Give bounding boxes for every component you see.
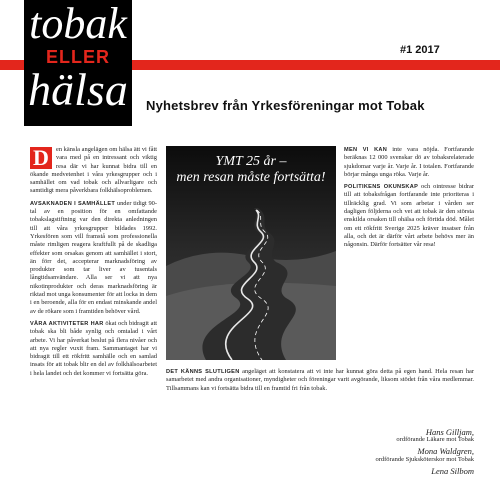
dropcap: D: [30, 147, 52, 169]
signature-role: ordförande Läkare mot Tobak: [396, 436, 474, 444]
signature-name: Lena Silbom: [431, 465, 474, 476]
signature-name: Hans Gilljam,: [425, 427, 474, 437]
paragraph-2: [30, 200, 157, 316]
signatures: [300, 428, 474, 478]
logo-top-word: tobak: [29, 0, 127, 48]
right-column: [344, 146, 474, 358]
logo-middle-word: ELLER: [45, 47, 110, 67]
paragraph-lead: MEN VI KAN: [344, 147, 388, 153]
paragraph-text: inte vara nöjda. Fortfarande beräknas 12 000 svenskar dö av tobaksrelaterade sjukdomar varje år. Varje år. I totalen. Fortfarande börjar många unga röka. Varje år.: [344, 146, 474, 178]
intro-text: en känsla angelägen om hälsa ätt vi fått vara med på en intressant och viktig resa där vi har kunnat bidra till en ökande medvetenhet i våra yrkesgrupper och i samhället om vad tobak och allvarligare och samtidigt mera påverkbara folkhälsoproblemen.: [30, 146, 157, 195]
signature-role: ordförande Sjuksköterskor mot Tobak: [375, 455, 474, 463]
photo-caption: [166, 154, 336, 186]
left-column: [30, 146, 157, 500]
right-paragraph-1: [344, 146, 474, 179]
paragraph-text: och ointresse bidrar till att tobaksfrågan fortfarande inte prioriteras i tillräcklig grad. Vi som arbetar i vården ser dagligen följderna och vet att tobak är den största enskilda orsaken till ohälsa och förtida död. Målet om ett rökfritt Sverige 2025 kräver insatser från alla, och det är därför vårt arbete behövs mer än någonsin. Därför fortsätter vår resa!: [344, 183, 474, 249]
newsletter-subtitle: Nyhetsbrev från Yrkesföreningar mot Tobak: [146, 98, 425, 113]
caption-line-1: YMT 25 år –: [215, 154, 287, 169]
paragraph-text: ökat och bidragit att tobak ska bli både synlig och omtalad i vårt arbete. Vi har påverkat beslut på flera nivåer och att nya regler vuxit fram. Sammantaget har vi bidragit till ett rökfritt samhälle och en samlad insats för att tobak blir en del av folkhälsoarbetet i hela landet och det kommer vi fortsätta göra.: [30, 319, 157, 377]
bottom-column: [166, 368, 474, 424]
masthead: [0, 0, 500, 140]
intro-paragraph: [30, 146, 157, 196]
caption-line-2: men resan måste fortsätta!: [176, 170, 326, 185]
logo-bottom-word: hälsa: [28, 64, 128, 115]
signature: [300, 428, 474, 444]
issue-number: #1 2017: [400, 44, 440, 56]
paragraph-lead: DET KÄNNS SLUTLIGEN: [166, 369, 240, 375]
paragraph-3: [30, 320, 157, 378]
paragraph-lead: AVSAKNADEN I SAMHÄLLET: [30, 200, 116, 207]
signature: [300, 447, 474, 463]
road-photo: [166, 146, 336, 360]
signature: [300, 467, 474, 475]
paragraph-text: under tidigt 90-tal av en position för en omfattande tobakslagstiftning var den direkta anledningen till att våra yrkesgrupper bildades 1992. Yrkesfören som vill framstå som professionella måste rimligen reagera kraftfullt på de skadliga effekter som orsakas genom att samhället i stort, än förr det, accepterar marknadsföring av produkter som tar liver av tusentals långtidsanvändare. Alla ser vi att nya nikotinprodukter och deras marknadsföring är riktad mot unga konsumenter för att locka in dem i en beroende, alla för en endast minskande andel av de rökare som i framtiden behöver vård.: [30, 199, 157, 315]
bottom-paragraph: [166, 368, 474, 393]
right-paragraph-2: [344, 183, 474, 249]
paragraph-lead: POLITIKENS OKUNSKAP: [344, 184, 419, 191]
signature-name: Mona Waldgren,: [417, 446, 474, 457]
logo: [24, 0, 132, 126]
paragraph-text: angeläget att konstatera att vi inte har kunnat göra detta på egen hand. Hela resan har samarbetet med andra organisationer, myndigheter och föreningar varit avgörande, liksom stödet från våra medlemmar. Tillsammans kan vi fortsätta bidra till en framtid fri från tobak.: [166, 368, 474, 392]
paragraph-lead: VÅRA AKTIVITETER HAR: [30, 320, 104, 327]
